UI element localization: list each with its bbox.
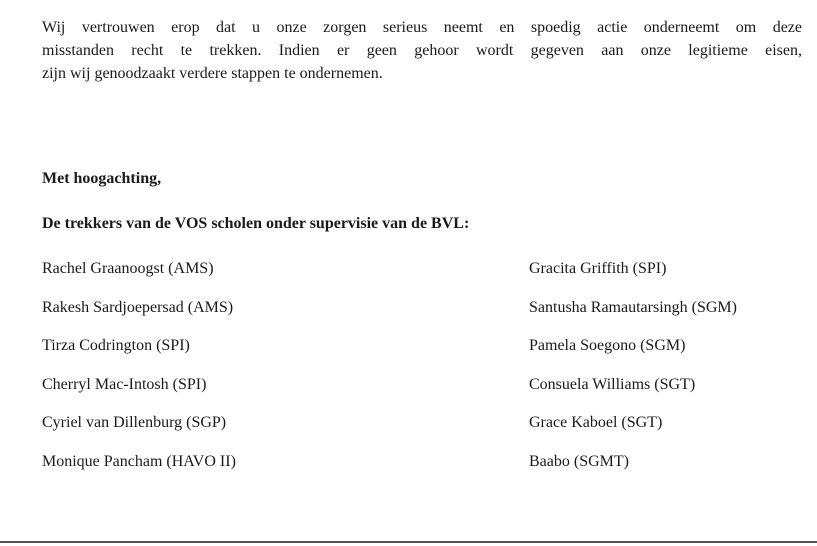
signer-name: Gracita Griffith (SPI) — [529, 260, 667, 277]
bottom-divider — [0, 541, 817, 543]
signer-name: Cyriel van Dillenburg (SGP) — [42, 414, 227, 432]
signer-name: Tirza Codrington (SPI) — [42, 337, 190, 355]
signer-name: Pamela Soegono (SGM) — [529, 337, 686, 355]
signers-heading: De trekkers van de VOS scholen onder supervisie van de BVL: — [42, 215, 470, 232]
signer-name: Cherryl Mac-Intosh (SPI) — [42, 375, 207, 393]
signer-name: Consuela Williams (SGT) — [529, 375, 696, 393]
signer-name: Rakesh Sardjoepersad (AMS) — [42, 298, 234, 316]
signer-name: Santusha Ramautarsingh (SGM) — [529, 298, 737, 316]
paragraph-line: Wij vertrouwen erop dat u onze zorgen serieus neemt en spoedig actie onderneemt om deze — [42, 19, 802, 36]
paragraph-line: misstanden recht te trekken. Indien er geen gehoor wordt gegeven aan onze legitieme eisen, — [42, 42, 802, 59]
paragraph-line: zijn wij genoodzaakt verdere stappen te ondernemen. — [42, 65, 383, 82]
signer-name: Monique Pancham (HAVO II) — [42, 452, 236, 470]
signer-name: Baabo (SGMT) — [529, 452, 629, 470]
closing-paragraph — [42, 16, 802, 85]
signer-name: Rachel Graanoogst (AMS) — [42, 260, 214, 277]
signers-right-column — [529, 259, 737, 491]
signers-left-column — [42, 259, 236, 491]
closing-salutation: Met hoogachting, — [42, 170, 162, 187]
signer-name: Grace Kaboel (SGT) — [529, 414, 663, 432]
